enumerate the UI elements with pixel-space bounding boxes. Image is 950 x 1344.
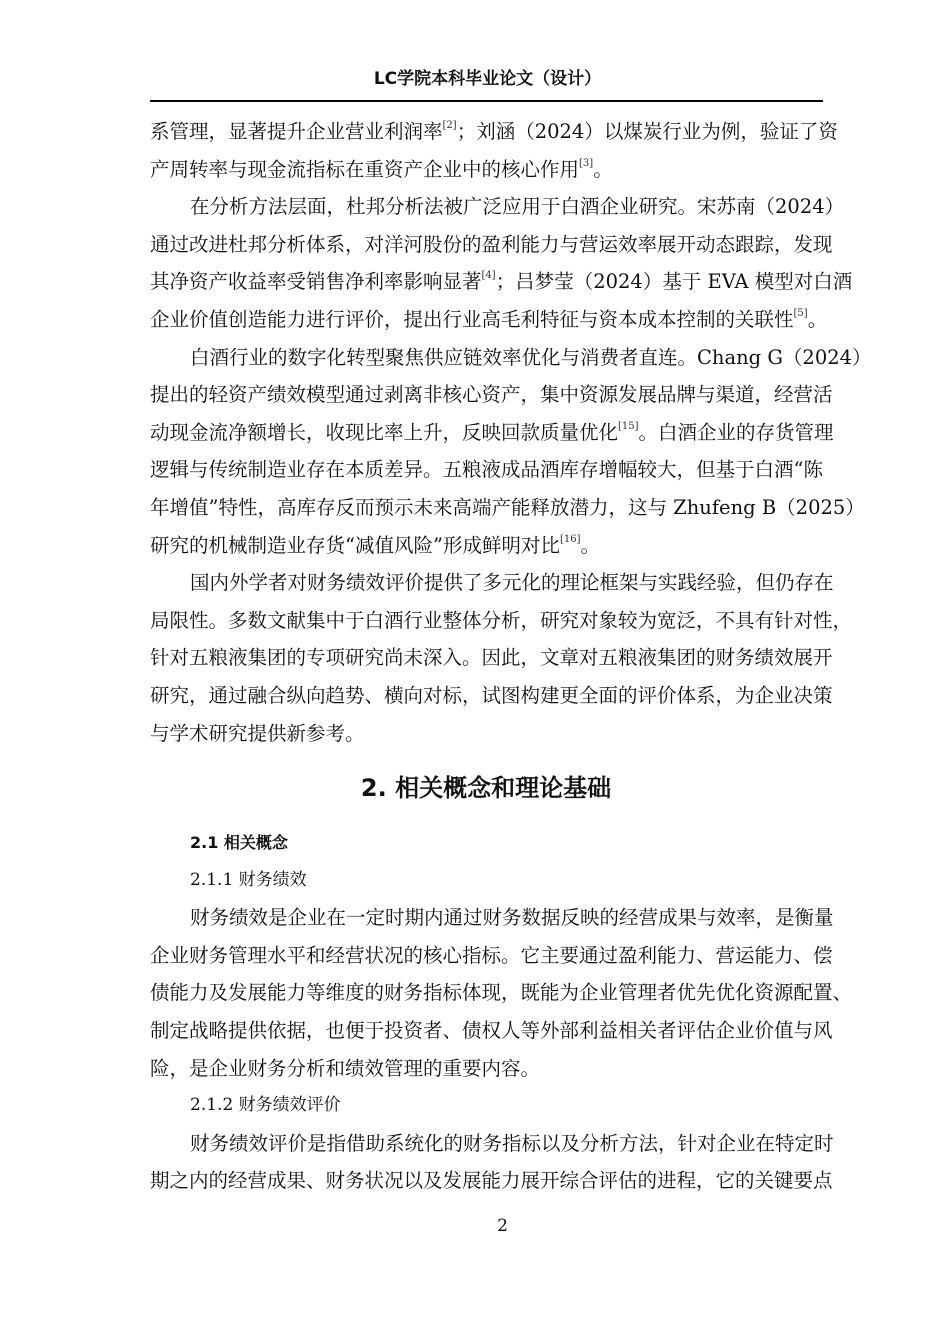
text-run: 债能力及发展能力等维度的财务指标体现，既能为企业管理者优先优化资源配置、 [150, 981, 853, 1005]
paragraph [150, 339, 872, 565]
citation-ref[interactable]: [3] [579, 157, 594, 169]
text-line [150, 1050, 822, 1088]
chapter-heading: 2. 相关概念和理论基础 [360, 774, 612, 803]
text-run: 财务绩效是企业在一定时期内通过财务数据反映的经营成果与效率，是衡量 [190, 906, 834, 930]
text-line [150, 113, 838, 151]
text-run: 研究，通过融合纵向趋势、横向对标，试图构建更全面的评价体系，为企业决策 [150, 683, 833, 707]
text-run: 系管理，显著提升企业营业利润率 [150, 120, 443, 143]
text-line [150, 564, 834, 602]
text-line [150, 151, 822, 189]
text-line [150, 1125, 834, 1163]
text-line [150, 1162, 833, 1200]
citation-ref[interactable]: [4] [481, 270, 496, 282]
text-run: 年增值”特性，高库存反而预示未来高端产能释放潜力，这与 Zhufeng B（2025） [150, 495, 865, 519]
text-run: 局限性。多数文献集中于白酒行业整体分析，研究对象较为宽泛，不具有针对性， [150, 608, 853, 632]
citation-ref[interactable]: [5] [793, 307, 808, 319]
text-line [150, 339, 872, 377]
section-heading: 2.1 相关概念 [190, 833, 288, 853]
paragraph [150, 113, 838, 188]
text-run: 险，是企业财务分析和绩效管理的重要内容。 [150, 1056, 541, 1080]
text-run: 在分析方法层面，杜邦分析法被广泛应用于白酒企业研究。宋苏南（2024） [190, 195, 845, 219]
paragraph [150, 899, 853, 1087]
header-divider [150, 100, 823, 102]
text-run: 。 [580, 533, 600, 557]
text-run: 。白酒企业的存货管理 [638, 420, 834, 444]
text-run: 产周转率与现金流指标在重资产企业中的核心作用 [150, 157, 580, 181]
text-run: 研究的机械制造业存货“减值风险”形成鲜明对比 [150, 533, 560, 557]
text-line [150, 1012, 833, 1050]
text-line [150, 715, 822, 753]
text-run: 企业财务管理水平和经营状况的核心指标。它主要通过盈利能力、营运能力、偿 [150, 943, 833, 967]
text-run: 动现金流净额增长，收现比率上升，反映回款质量优化 [150, 420, 619, 444]
citation-ref[interactable]: [15] [618, 420, 639, 432]
text-run: 。 [807, 307, 828, 331]
subsection-heading: 2.1.2 财务绩效评价 [190, 1095, 341, 1116]
text-run: 针对五粮液集团的专项研究尚未深入。因此，文章对五粮液集团的财务绩效展开 [150, 646, 833, 670]
text-line [150, 639, 833, 677]
text-run: 与学术研究提供新参考。 [150, 721, 365, 745]
document-body [150, 113, 872, 1200]
text-line [150, 527, 822, 565]
text-run: 期之内的经营成果、财务状况以及发展能力展开综合评估的进程，它的关键要点 [150, 1169, 833, 1193]
text-run: 其净资产收益率受销售净利率影响显著 [150, 270, 482, 294]
text-run: 通过改进杜邦分析体系，对洋河股份的盈利能力与营运效率展开动态跟踪，发现 [150, 232, 833, 256]
text-run: ；吕梦莹（2024）基于 EVA 模型对白酒 [495, 270, 853, 294]
text-run: 白酒行业的数字化转型聚焦供应链效率优化与消费者直连。Chang G（2024） [190, 345, 872, 369]
paragraph [150, 188, 853, 338]
text-line [150, 301, 828, 339]
text-line [150, 677, 833, 715]
text-line [150, 974, 853, 1012]
page-number: 2 [497, 1216, 508, 1236]
text-line [150, 414, 834, 452]
text-line [150, 226, 833, 264]
text-run: 国内外学者对财务绩效评价提供了多元化的理论框架与实践经验，但仍存在 [190, 571, 834, 595]
text-line [150, 489, 865, 527]
text-run: ；刘涵（2024）以煤炭行业为例，验证了资 [456, 120, 838, 143]
text-run: 制定战略提供依据，也便于投资者、债权人等外部利益相关者评估企业价值与风 [150, 1019, 833, 1043]
text-run: 。 [593, 157, 613, 181]
text-run: 提出的轻资产绩效模型通过剥离非核心资产，集中资源发展品牌与渠道，经营活 [150, 383, 833, 407]
subsection-heading: 2.1.1 财务绩效 [190, 869, 307, 890]
text-run: 财务绩效评价是指借助系统化的财务指标以及分析方法，针对企业在特定时 [190, 1131, 834, 1155]
paragraph [150, 564, 853, 752]
text-line [150, 899, 834, 937]
text-run: 企业价值创造能力进行评价，提出行业高毛利特征与资本成本控制的关联性 [150, 307, 794, 331]
text-line [150, 602, 853, 640]
citation-ref[interactable]: [2] [442, 120, 457, 131]
text-line [150, 451, 822, 489]
text-run: 逻辑与传统制造业存在本质差异。五粮液成品酒库存增幅较大，但基于白酒“陈 [150, 458, 823, 482]
text-line [150, 263, 853, 301]
text-line [150, 188, 845, 226]
text-line [150, 937, 833, 975]
paragraph [150, 1125, 834, 1200]
citation-ref[interactable]: [16] [559, 533, 581, 545]
text-line [150, 376, 833, 414]
running-header: LC学院本科毕业论文（设计） [373, 69, 602, 89]
